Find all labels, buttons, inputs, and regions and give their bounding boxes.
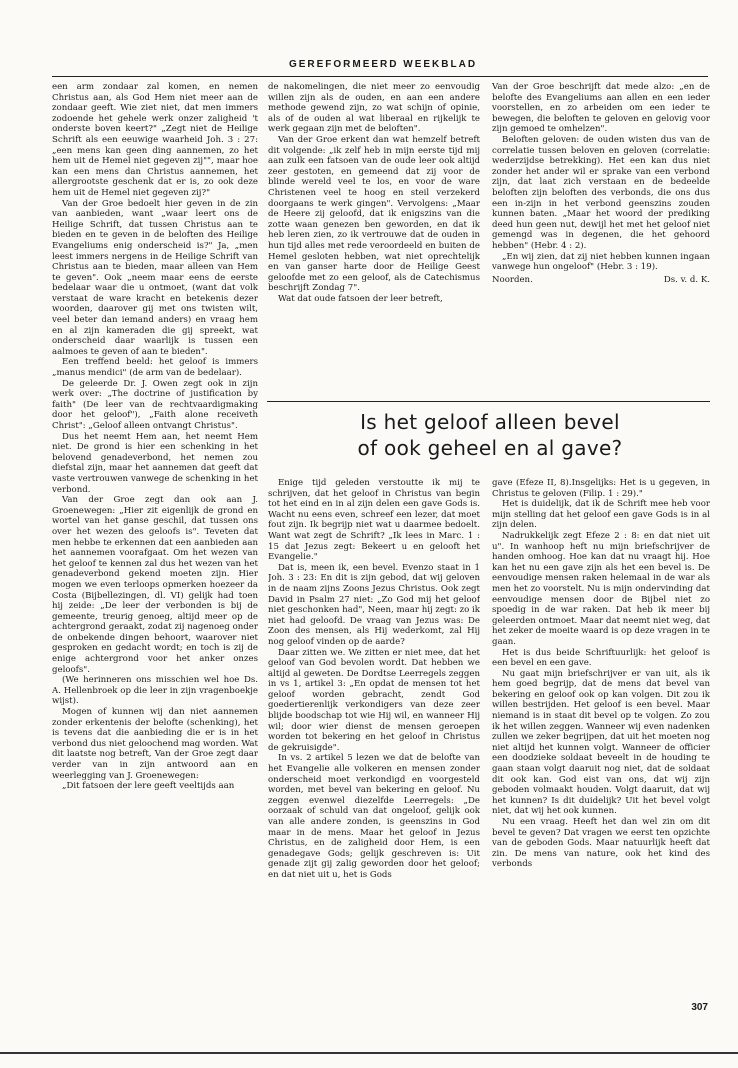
paragraph: Beloften geloven: de ouden wisten dus van de correlatie tussen beloven en geloven (correlatie: wederzijdse betrekking). Het een kan dus niet zonder het ander wil er sprake van een verbond zijn, dat laat zich verstaan en de bedeelde beloften zijn beloften des verbonds, die ons dus een in-zijn in het verbond geenszins zouden kunnen baten. „Maar het woord der prediking deed hun geen nut, dewijl het met het geloof niet gemengd was in degenen, die het gehoord hebben" (Hebr. 4 : 2).	[492, 134, 710, 251]
signature-author: Ds. v. d. K.	[663, 274, 710, 285]
paragraph: Wat dat oude fatsoen der leer betreft,	[278, 293, 443, 304]
article2-column-2	[492, 478, 710, 998]
section-rule	[267, 401, 710, 402]
paragraph: De geleerde Dr. J. Owen zegt ook in zijn werk over: „The doctrine of justification by faith" (De leer van de rechtvaardigmaking door het geloof"), „Faith alone receiveth Christ": „Geloof alleen ontvangt Christus".	[52, 378, 258, 431]
article1-column-2	[268, 82, 480, 397]
paragraph: Het is duidelijk, dat ik de Schrift mee heb voor mijn stelling dat het geloof een gave Gods is in al zijn delen.	[492, 499, 710, 531]
paragraph: Mogen of kunnen wij dan niet aannemen zonder erkentenis der belofte (schenking), het is tevens dat die aanbieding die er is in het verbond dus niet geloochend mag worden. Wat dit laatste nog betreft, Van der Groe zegt daar verder van in zijn antwoord aan en weerlegging van J. Groenewegen:	[52, 707, 258, 781]
bottom-rule	[0, 1052, 738, 1054]
paragraph: Dat is, meen ik, een bevel. Evenzo staat in 1 Joh. 3 : 23: En dit is zijn gebod, dat wij geloven in de naam zijns Zoons Jezus Christus. Ook zegt David in Psalm 27 niet: „Zo God mij het geloof niet geschonken had", Neen, maar hij zegt: zo ik niet had geloofd. De vraag van Jezus was: De Zoon des mensen, als Hij wederkomt, zal Hij nog geloof vinden op de aarde?	[268, 562, 480, 647]
paragraph: „Dit fatsoen der lere geeft veeltijds aan	[62, 781, 235, 792]
paragraph: de nakomelingen, die niet meer zo eenvoudig willen zijn als de ouden, en aan een andere methode gewend zijn, zo wat schijn of opinie, als of de ouden al wat liberaal en rijkelijk te werk gegaan zijn met de beloften".	[268, 82, 480, 135]
paragraph: In vs. 2 artikel 5 lezen we dat de belofte van het Evangelie alle volkeren en mensen zonder onderscheid moet verkondigd en voorgesteld worden, met bevel van bekering en geloof. Nu zeggen evenwel diezelfde Leerregels: „De oorzaak of schuld van dat ongeloof, gelijk ook van alle andere zonden, is geenszins in God maar in de mens. Maar het geloof in Jezus Christus, en de zaligheid door Hem, is een genadegave Gods; gelijk geschreven is: Uit genade zijt gij zalig geworden door het geloof; en dat niet uit u, het is Gods	[268, 753, 480, 880]
masthead: GEREFORMEERD WEEKBLAD	[288, 59, 478, 70]
paragraph: een arm zondaar zal komen, en nemen Christus aan, als God Hem niet meer aan de zondaar geeft. Wie ziet niet, dat men immers zodoende het gehele werk onzer zaligheid 't onderste boven keert?" „Zegt niet de Heilige Schrift als een eeuwige waarheid Joh. 3 : 27: „een mens kan geen ding aannemen, zo het hem uit de Hemel niet gegeven zij"", maar hoe kan een mens dan Christus aannemen, het allergrootste geschenk dat er is, zo ook deze hem uit de Hemel niet gegeven zij?"	[52, 82, 258, 198]
article2-column-1	[268, 478, 480, 998]
paragraph: Van der Groe bedoelt hier geven in de zin van aanbieden, want „waar leert ons de Heilige Schrift, dat tussen Christus aan te bieden en te geven in de beloften des Heilige Evangeliums enig onderscheid is?" Ja, „men leest immers nergens in de Heilige Schrift van Christus aan te bieden, maar alleen van Hem te geven". Ook „neem maar eens de eerste bedelaar waar die u ontmoet, (want dat volk verstaat de ware kracht en betekenis dezer woorden, daarover gij met ons twisten wilt, veel beter dan iemand anders) en vraag hem en al zijn kameraden die gij spreekt, wat onderscheid daar waarlijk is tussen een aalmoes te geven of aan te bieden".	[52, 198, 258, 357]
page-number: 307	[691, 1002, 708, 1013]
paragraph: Enige tijd geleden verstoutte ik mij te schrijven, dat het geloof in Christus van begin tot het eind en in al zijn delen een gave Gods is. Wacht nu eens even, schreef een lezer, dat moet fout zijn. Ik begrijp niet wat u daarmee bedoelt. Want wat zegt de Schrift? „Ik lees in Marc. 1 : 15 dat Jezus zegt: Bekeert u en gelooft het Evangelie."	[268, 478, 480, 563]
paragraph: Van der Groe beschrijft dat mede alzo: „en de belofte des Evangeliums aan allen en een ieder voorstellen, en zo arbeiden om een ieder te bewegen, die beloften te geloven en gelovig voor zijn gemoed te omhelzen".	[492, 82, 710, 135]
paragraph: gave (Efeze II, 8).Insgelijks: Het is u gegeven, in Christus te geloven (Filip. 1 : 29)."	[492, 478, 710, 499]
signature-place: Noorden.	[492, 274, 533, 285]
paragraph: Het is dus beide Schriftuurlijk: het geloof is een bevel en een gave.	[492, 647, 710, 669]
headline-line-1: Is het geloof alleen bevel	[360, 410, 620, 434]
paragraph: Nadrukkelijk zegt Efeze 2 : 8: en dat niet uit u". In wanhoop heft nu mijn briefschrijver de handen omhoog. Hoe kan dat nu vraagt hij. Hoe kan het nu een gave zijn als het een bevel is. De eenvoudige mensen raken helemaal in de war als men het zo voorstelt. Nu is mijn ondervinding dat eenvoudige mensen door de Bijbel niet zo spoedig in de war raken. Dat heb ik meer bij geleerden ontmoet. Maar dat neemt niet weg, dat het zeker de moeite waard is op deze vragen in te gaan.	[492, 530, 710, 647]
paragraph: Nu een vraag. Heeft het dan wel zin om dit bevel te geven? Dat vragen we eerst ten opzichte van de geboden Gods. Maar natuurlijk heeft dat zin. De mens van nature, ook het kind des verbonds	[492, 817, 710, 870]
article1-column-3	[492, 82, 710, 397]
headline-line-2: of ook geheel en al gave?	[357, 436, 623, 460]
paragraph: Van der Groe erkent dan wat hemzelf betreft dit volgende: „ik zelf heb in mijn eerste tijd mij aan zulk een fatsoen van de oude leer ook altijd zeer gestoten, en gemeend dat zij voor de blinde wereld veel te los, en voor de ware Christenen veel te hoog en steil verzekerd doorgaans te werk gingen". Vervolgens: „Maar de Heere zij geloofd, dat ik enigszins van die zotte waan genezen ben geworden, en dat ik heb leren zien, zo ik vertrouwe dat de ouden in hun tijd alles met rede veroordeeld en buiten de Hemel gesloten hebben, wat niet oprechtelijk en van ganser harte door de Heilige Geest geloofde met zo een geloof, als de Catechismus beschrijft Zondag 7".	[268, 134, 480, 294]
paragraph: „En wij zien, dat zij niet hebben kunnen ingaan vanwege hun ongeloof" (Hebr. 3 : 19).	[492, 251, 710, 273]
paragraph: Een treffend beeld: het geloof is immers „manus mendici" (de arm van de bedelaar).	[52, 357, 258, 379]
paragraph: Dus het neemt Hem aan, het neemt Hem niet. De grond is hier een schenking in het belovend genadeverbond, het nemen zou diefstal zijn, maar het aannemen dat geeft dat vaste vertrouwen vanwege de schenking in het verbond.	[52, 431, 258, 495]
paragraph: Nu gaat mijn briefschrijver er van uit, als ik hem goed begrijp, dat de mens dat bevel van bekering en geloof ook op kan volgen. Dit zou ik willen bestrijden. Het geloof is een bevel. Maar niemand is in staat dit bevel op te volgen. Zo zou ik het willen zeggen. Wanneer wij even nadenken zullen we zeker begrijpen, dat uit het moeten nog niet altijd het kunnen volgt. Wanneer de officier een doodzieke soldaat beveelt in de houding te gaan staan volgt daaruit nog niet, dat de soldaat dit ook kan. God eist van ons, dat wij zijn geboden volmaakt houden. Volgt daaruit, dat wij het kunnen? Is dit duidelijk? Uit het bevel volgt niet, dat wij het ook kunnen.	[492, 668, 710, 817]
article1-column-1	[52, 82, 258, 997]
paragraph: (We herinneren ons misschien wel hoe Ds. A. Hellenbroek op die leer in zijn vragenboekje wijst).	[52, 675, 258, 707]
paragraph: Daar zitten we. We zitten er niet mee, dat het geloof van God bevolen wordt. Dat hebben we altijd al geweten. De Dordtse Leerregels zeggen in vs 1, artikel 3: „En opdat de mensen tot het geloof worden gebracht, zendt God goedertierenlijk verkondigers van deze zeer blijde boodschap tot wie Hij wil, en wanneer Hij wil; door wier dienst de mensen geroepen worden tot bekering en het geloof in Christus de gekruisigde".	[268, 647, 480, 753]
paragraph: Van der Groe zegt dan ook aan J. Groenewegen: „Hier zit eigenlijk de grond en wortel van het ganse geschil, dat tussen ons over het wezen des geloofs is". Teveten dat men hebbe te erkennen dat een aanbieden aan het aannemen voorafgaat. Om het wezen van het geloof te kennen zal dus het wezen van het genadeverbond gekend moeten zijn. Hier mogen we even terloops opmerken hoezeer da Costa (Bijbellezingen, dl. VI) gelijk had toen hij zeide: „De leer der verbonden is bij de gemeente, treurig genoeg, altijd meer op de achtergrond geraakt, zodat zij nagenoeg onder de onbekende dingen behoort, waarover niet gesproken en gedacht wordt; en toch is zij de enige achtergrond voor het anker onzes geloofs".	[52, 495, 258, 675]
article2-headline	[300, 409, 680, 461]
article-signature	[492, 275, 710, 286]
top-rule	[52, 76, 708, 77]
